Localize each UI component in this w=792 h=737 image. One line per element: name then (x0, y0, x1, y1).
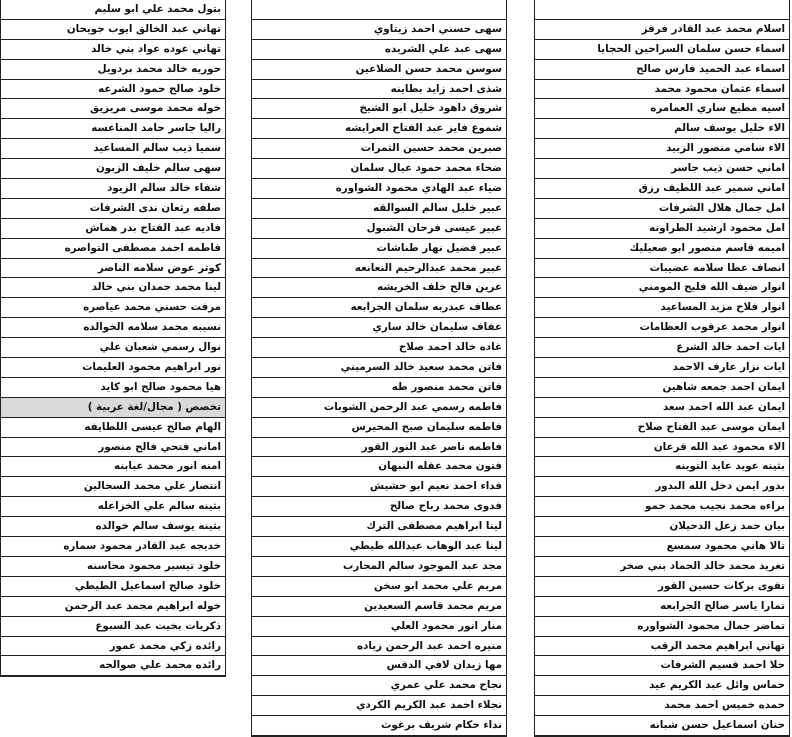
name-row: لينا عبد الوهاب عبدالله طيطي (252, 537, 506, 557)
name-row: اماني سمير عبد اللطيف رزق (535, 179, 789, 199)
name-row: سميا ذيب سالم المساعيد (1, 139, 225, 159)
name-row: ذكريات بخيت عبد السبوع (1, 617, 225, 637)
name-row: بتول محمد علي ابو سليم (1, 0, 225, 20)
name-row: بثينه عويد عايد التوينه (535, 457, 789, 477)
name-row: عرين فالح خلف الخريشه (252, 278, 506, 298)
name-row: اماني حسن ذيب جاسر (535, 159, 789, 179)
name-row: عبير عيسى فرحان الشبول (252, 219, 506, 239)
name-row: فدوى محمد رباح صالح (252, 497, 506, 517)
name-row: حنان اسماعيل حسن شبانه (535, 716, 789, 736)
name-row: بدور ايمن دخل الله البدور (535, 477, 789, 497)
name-row: فاتن محمد سعيد خالد السرميني (252, 358, 506, 378)
name-row: حلا احمد قسيم الشرفات (535, 656, 789, 676)
name-row: عبير محمد عبدالرحيم النعانعه (252, 259, 506, 279)
name-row: امل جمال هلال الشرفات (535, 199, 789, 219)
name-row: انتصار علي محمد السحالين (1, 477, 225, 497)
name-row: تقوى بركات حسين القور (535, 577, 789, 597)
name-row: سوسن محمد حسن الضلاعين (252, 60, 506, 80)
name-row: بثينه يوسف سالم خوالده (1, 517, 225, 537)
name-row: سهى سالم خليف الزبون (1, 159, 225, 179)
name-row: لينا محمد حمدان بني خالد (1, 278, 225, 298)
name-row: بيان حمد زعل الدحيلان (535, 517, 789, 537)
name-row: مريم علي محمد ابو سخن (252, 577, 506, 597)
name-row (535, 0, 789, 20)
name-row: منار انور محمود العلي (252, 617, 506, 637)
name-row: لينا ابراهيم مصطفى الترك (252, 517, 506, 537)
name-row: تمارا ياسر صالح الجرابعه (535, 597, 789, 617)
name-row: مريم محمد قاسم السعيدين (252, 597, 506, 617)
name-row: فاطمه ناصر عبد النور القور (252, 438, 506, 458)
name-row: اسماء حسن سلمان السراحين الحجايا (535, 40, 789, 60)
name-row: منيره احمد عبد الرحمن زياده (252, 637, 506, 657)
name-row: حماس وائل عبد الكريم عيد (535, 676, 789, 696)
name-row: امنه انور محمد عبابنه (1, 457, 225, 477)
name-row: اسماء عبد الحميد فارس صالح (535, 60, 789, 80)
name-row: عفاف سليمان خالد ساري (252, 318, 506, 338)
name-row: براءه محمد نجيب محمد حمو (535, 497, 789, 517)
name-row: انوار فلاح مزيد المساعيد (535, 298, 789, 318)
name-row: فتون محمد عقله النبهان (252, 457, 506, 477)
name-row: خوله محمد موسى مريزيق (1, 99, 225, 119)
name-row: ايات نزار عارف الاحمد (535, 358, 789, 378)
names-column-right (534, 0, 790, 737)
name-row: فاطمه احمد مصطفى التواصره (1, 239, 225, 259)
name-row: كوثر عوض سلامه الناصر (1, 259, 225, 279)
name-row: ايمان احمد جمعه شاهين (535, 378, 789, 398)
name-row: ضياء عبد الهادي محمود الشواوره (252, 179, 506, 199)
name-row: حوريه خالد محمد بردويل (1, 60, 225, 80)
name-row: اميمه قاسم منصور ابو صعيليك (535, 239, 789, 259)
name-row: فاتن محمد منصور طه (252, 378, 506, 398)
name-row: اسيه مطيع ساري العمامره (535, 99, 789, 119)
name-row: نسيبه محمد سلامه الخوالده (1, 318, 225, 338)
name-row: اسماء عثمان محمود محمد (535, 80, 789, 100)
name-row: ضحاء محمد حمود عيال سلمان (252, 159, 506, 179)
name-row: مجد عبد الموجود سالم المحارب (252, 557, 506, 577)
name-row: تهاني ابراهيم محمد الرقب (535, 637, 789, 657)
name-row: فاطمه سليمان صبح المحيرس (252, 418, 506, 438)
name-row: تالا هاني محمود سمسع (535, 537, 789, 557)
name-row: رائده محمد علي صوالحه (1, 656, 225, 676)
section-header-row: تخصص ( مجال/لغة عربية ) (1, 398, 225, 418)
name-row: نجلاء احمد عبد الكريم الكردي (252, 696, 506, 716)
name-row: فداء احمد نعيم ابو حشيش (252, 477, 506, 497)
name-row: فاديه عبد الفتاح بدر هماش (1, 219, 225, 239)
name-row: صلفه رثعان ندى الشرفات (1, 199, 225, 219)
name-row: خلود صالح اسماعيل الطيطي (1, 577, 225, 597)
name-row: ايات احمد خالد الشرع (535, 338, 789, 358)
name-row: نداء حكام شريف برغوث (252, 716, 506, 736)
name-row: خديجه عبد القادر محمود سماره (1, 537, 225, 557)
name-row: اسلام محمد عبد القادر فرقز (535, 20, 789, 40)
name-row: تماضر جمال محمود الشواوره (535, 617, 789, 637)
name-row: نوال رسمي شعبان علي (1, 338, 225, 358)
name-row: شفاء خالد سالم الزيود (1, 179, 225, 199)
name-row: خلود تيسير محمود محاسنه (1, 557, 225, 577)
name-row: غاده خالد احمد صلاح (252, 338, 506, 358)
name-row: الهام صالح عيسى اللطايفه (1, 418, 225, 438)
names-column-middle (251, 0, 507, 737)
name-row: ايمان عبد الله احمد سعد (535, 398, 789, 418)
name-row: اماني فتحي فالح منصور (1, 438, 225, 458)
name-row: تهاني عوده عواد بني خالد (1, 40, 225, 60)
name-row: الاء خليل يوسف سالم (535, 119, 789, 139)
name-row: فاطمه رسمي عبد الرحمن الشوبات (252, 398, 506, 418)
name-row: امل محمود ارشيد الطراونه (535, 219, 789, 239)
name-row (252, 0, 506, 20)
name-row: مرفت حسني محمد عياصره (1, 298, 225, 318)
name-row: انوار ضيف الله فليح المومني (535, 278, 789, 298)
name-row: الاء محمود عبد الله قرعان (535, 438, 789, 458)
name-row: عبير فضيل نهار طناشات (252, 239, 506, 259)
name-row: راليا جاسر حامد المناعسه (1, 119, 225, 139)
name-row: عبير خليل سالم السوالقه (252, 199, 506, 219)
name-row: بثينه سالم علي الخزاعله (1, 497, 225, 517)
name-row: نجاح محمد علي عمري (252, 676, 506, 696)
name-row: تهاني عبد الخالق ايوب جويحان (1, 20, 225, 40)
name-row: الاء سامي منصور الزبيد (535, 139, 789, 159)
name-row: رائده زكي محمد عمور (1, 637, 225, 657)
name-row: انصاف عطا سلامه عضيبات (535, 259, 789, 279)
name-row: نور ابراهيم محمود العليمات (1, 358, 225, 378)
name-row: عطاف عبدربه سلمان الجرابعه (252, 298, 506, 318)
name-row: خلود صالح حمود الشرعه (1, 80, 225, 100)
name-row: انوار محمد عرقوب العظامات (535, 318, 789, 338)
name-row: سهى عبد علي الشريده (252, 40, 506, 60)
name-row: شذى احمد زايد بطاينه (252, 80, 506, 100)
name-row: تغريد محمد خالد الحماد بني صخر (535, 557, 789, 577)
name-row: شموع فايز عبد الفتاح العرايشه (252, 119, 506, 139)
name-row: صبرين محمد حسين الثمرات (252, 139, 506, 159)
name-row: شروق داهود خليل ابو الشيخ (252, 99, 506, 119)
name-row: مها زيدان لافي الدقس (252, 656, 506, 676)
name-row: خوله ابراهيم محمد عبد الرحمن (1, 597, 225, 617)
name-row: ايمان موسى عبد الفتاح صلاح (535, 418, 789, 438)
name-row: هيا محمود صالح ابو كايد (1, 378, 225, 398)
name-row: حمده خميس احمد محمد (535, 696, 789, 716)
name-row: سهى حسني احمد زيتاوي (252, 20, 506, 40)
names-column-left (0, 0, 226, 677)
